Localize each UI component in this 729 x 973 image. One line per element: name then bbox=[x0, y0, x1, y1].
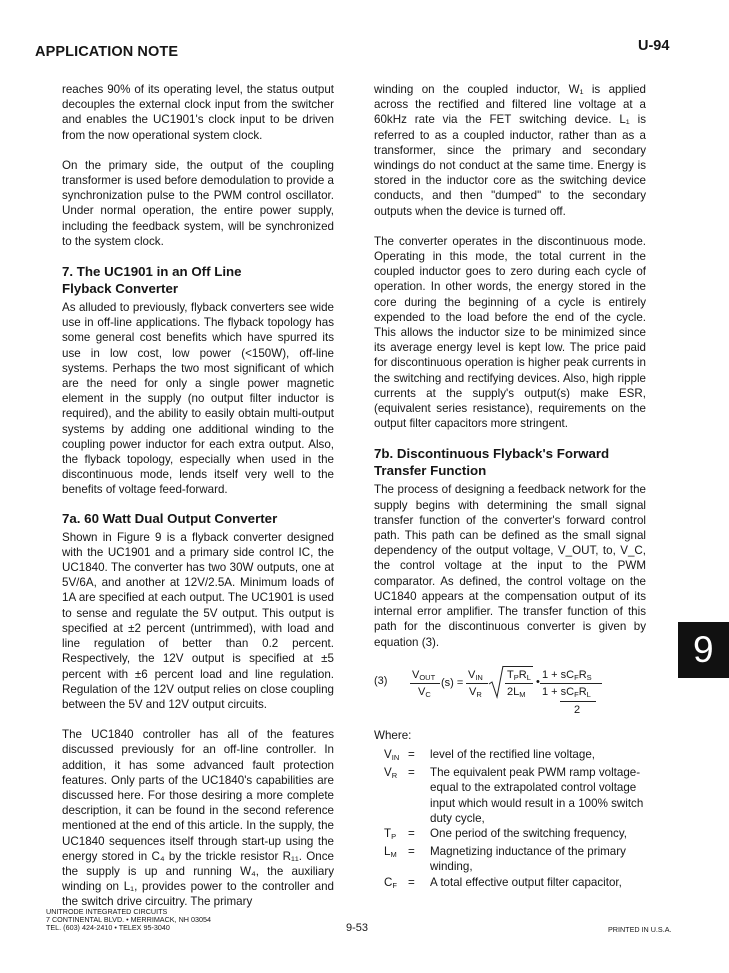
definition-row bbox=[374, 826, 646, 844]
left-column bbox=[62, 82, 334, 910]
section-heading-7 bbox=[62, 263, 334, 297]
sqrt-overbar bbox=[503, 666, 533, 667]
definition-text: Magnetizing inductance of the primary winding, bbox=[430, 845, 626, 874]
footer-address bbox=[46, 908, 211, 933]
equation-number: (3) bbox=[374, 674, 388, 687]
definition-text: One period of the switching frequency, bbox=[430, 826, 627, 840]
definition-equals: = bbox=[408, 766, 415, 780]
eq-multiply-dot: • bbox=[536, 675, 540, 688]
definition-symbol: $T_P$ bbox=[384, 826, 397, 841]
definition-symbol: $L_M$ bbox=[384, 845, 397, 860]
equation-3 bbox=[374, 668, 646, 728]
fraction-bar bbox=[560, 701, 596, 702]
section-heading-7a: 7a. 60 Watt Dual Output Converter bbox=[62, 510, 278, 526]
section-heading-7b bbox=[374, 445, 646, 479]
fraction-bar bbox=[466, 683, 488, 684]
eq-s-equals: (s) = bbox=[441, 676, 464, 689]
definition-equals: = bbox=[408, 826, 415, 840]
definition-row bbox=[374, 844, 646, 874]
definition-equals: = bbox=[408, 845, 415, 859]
paragraph: The process of designing a feedback network for the supply begins with determining the small signal transfer function of the converter's forward control path. This path can be defined as the small signal dependency of the output voltage, V_OUT, to, V_C, the control voltage at the input to the PWM comparator. As defined, the control voltage on the UC1840 appears at the compensation output of its internal error amplifier. The transfer function of this path for the discontinuous converter is given by equation (3). bbox=[374, 483, 646, 649]
definition-symbol: $V_{IN}$ bbox=[384, 747, 400, 762]
definition-text: A total effective output filter capacitor, bbox=[430, 875, 622, 889]
right-column bbox=[374, 82, 646, 893]
definition-equals: = bbox=[408, 875, 415, 889]
paragraph: The UC1840 controller has all of the features discussed previously for an off-line controller. In addition, it has some advanced fault protection features. Only parts of the UC1840's capabilities are discussed here. For those desiring a more complete description, it can be found in the second reference mentioned at the end of this article. In the supply, the UC1840 sequences itself through start-up using the energy stored in C₄ by the trickle resistor R₁₁. Once the supply is up and running W₄, the auxiliary winding on L₁, provides power to the controller and the switch drive circuitry. The primary bbox=[62, 728, 334, 909]
chapter-tab: 9 bbox=[678, 622, 729, 678]
square-root-sign bbox=[488, 664, 504, 700]
where-label: Where: bbox=[374, 728, 412, 742]
heading-line: 7b. Discontinuous Flyback's Forward bbox=[374, 446, 610, 462]
paragraph: reaches 90% of its operating level, the status output decouples the external clock input from the switcher and enables the UC1901's clock input to be driven from the now operational system clock. bbox=[62, 83, 334, 142]
page-header-title: APPLICATION NOTE bbox=[35, 44, 179, 60]
heading-line: Flyback Converter bbox=[62, 281, 179, 297]
definition-row bbox=[374, 875, 646, 893]
heading-line: Transfer Function bbox=[374, 463, 487, 479]
eq-denominator: $1 + sC_FR_L$ bbox=[542, 685, 591, 699]
definition-row bbox=[374, 765, 646, 826]
footer-line: 7 CONTINENTAL BLVD. • MERRIMACK, NH 03054 bbox=[46, 915, 211, 925]
eq-2lm: $2L_M$ bbox=[507, 685, 526, 699]
eq-vin: $V_{IN}$ bbox=[468, 668, 483, 682]
fraction-bar bbox=[505, 683, 533, 684]
definition-list bbox=[374, 747, 646, 893]
paragraph: As alluded to previously, flyback converters see wide use in off-line applications. The flyback topology has some general cost benefits which have spurred its use in low cost, low power (<150W), off-line systems. Perhaps the two most significant of which are the need for only a single power magnetic element in the supply (no output filter inductor is required), and the ability to easily obtain multi-output systems by adding one additional winding to the coupling power inductor for each extra output. Also, the flyback topology, especially when used in the discontinuous mode, lends itself very well to the benefits of voltage feed-forward. bbox=[62, 301, 334, 497]
definition-symbol: $V_R$ bbox=[384, 766, 398, 781]
definition-equals: = bbox=[408, 747, 415, 761]
eq-vout: $V_{OUT}$ bbox=[412, 668, 436, 682]
definition-text: The equivalent peak PWM ramp voltage-equal to the extrapolated control voltage input which would result in a 100% switch duty cycle, bbox=[430, 766, 644, 825]
heading-line: 7. The UC1901 in an Off Line bbox=[62, 264, 242, 280]
eq-denominator-two: 2 bbox=[574, 703, 581, 716]
paragraph: On the primary side, the output of the coupling transformer is used before demodulation to provide a synchronization pulse to the PWM control oscillator. Under normal operation, the entire power supply, including the feedback system, will be synchronized to the system clock. bbox=[62, 158, 334, 248]
paragraph: Shown in Figure 9 is a flyback converter designed with the UC1901 and a primary side control IC, the UC1840. The converter has two 30W outputs, one at 5V/6A, and another at 12V/2.5A. Minimum loads of 1A are specified at each output. The UC1901 is used to sense and regulate the 5V output. This output is specified at ±2 percent (untrimmed), with load and line regulation of better than 0.2 percent. Respectively, the 12V output is specified at ±5 percent with ±6 percent load and line regulation. Regulation of the 12V output relies on close coupling between the 5V and 12V output circuits. bbox=[62, 530, 334, 711]
paragraph: winding on the coupled inductor, W₁ is applied across the rectified and filtered line voltage at a 60kHz rate via the FET switching device. L₁ is referred to as a coupled inductor, rather than as a transformer, since the primary and secondary windings do not conduct at the same time. Energy is stored in the inductor core as the switching device conducts, and then "dumped" to the secondary outputs when the device is turned off. bbox=[374, 83, 646, 218]
footer-line: UNITRODE INTEGRATED CIRCUITS bbox=[46, 907, 168, 916]
fraction-bar bbox=[410, 683, 440, 684]
eq-tp-rl: $T_PR_L$ bbox=[507, 668, 531, 682]
printed-in: PRINTED IN U.S.A. bbox=[608, 925, 672, 934]
paragraph: The converter operates in the discontinuous mode. Operating in this mode, the total current in the coupled inductor goes to zero during each cycle of operation. In other words, the energy stored in the core during the beginning of a cycle is entirely expended to the load before the end of the cycle. This allows the inductor size to be minimized since its average energy level is kept low. The price paid for discontinuous operation is higher peak currents in the switching and rectifying devices. Also, high ripple currents at the supply's output(s) make ESR, (equivalent series resistance), requirements on the output filter capacitors more stringent. bbox=[374, 234, 646, 431]
document-number: U-94 bbox=[638, 38, 670, 54]
eq-numerator: $1 + sC_FR_S$ bbox=[542, 668, 592, 682]
definition-text: level of the rectified line voltage, bbox=[430, 747, 595, 761]
page-number: 9-53 bbox=[346, 922, 369, 934]
definition-symbol: $C_F$ bbox=[384, 875, 397, 890]
eq-vr: $V_R$ bbox=[469, 685, 482, 699]
eq-vc: $V_C$ bbox=[418, 685, 431, 699]
footer-line: TEL. (603) 424-2410 • TELEX 95-3040 bbox=[46, 923, 170, 933]
fraction-bar bbox=[540, 683, 602, 684]
definition-row bbox=[374, 747, 646, 765]
